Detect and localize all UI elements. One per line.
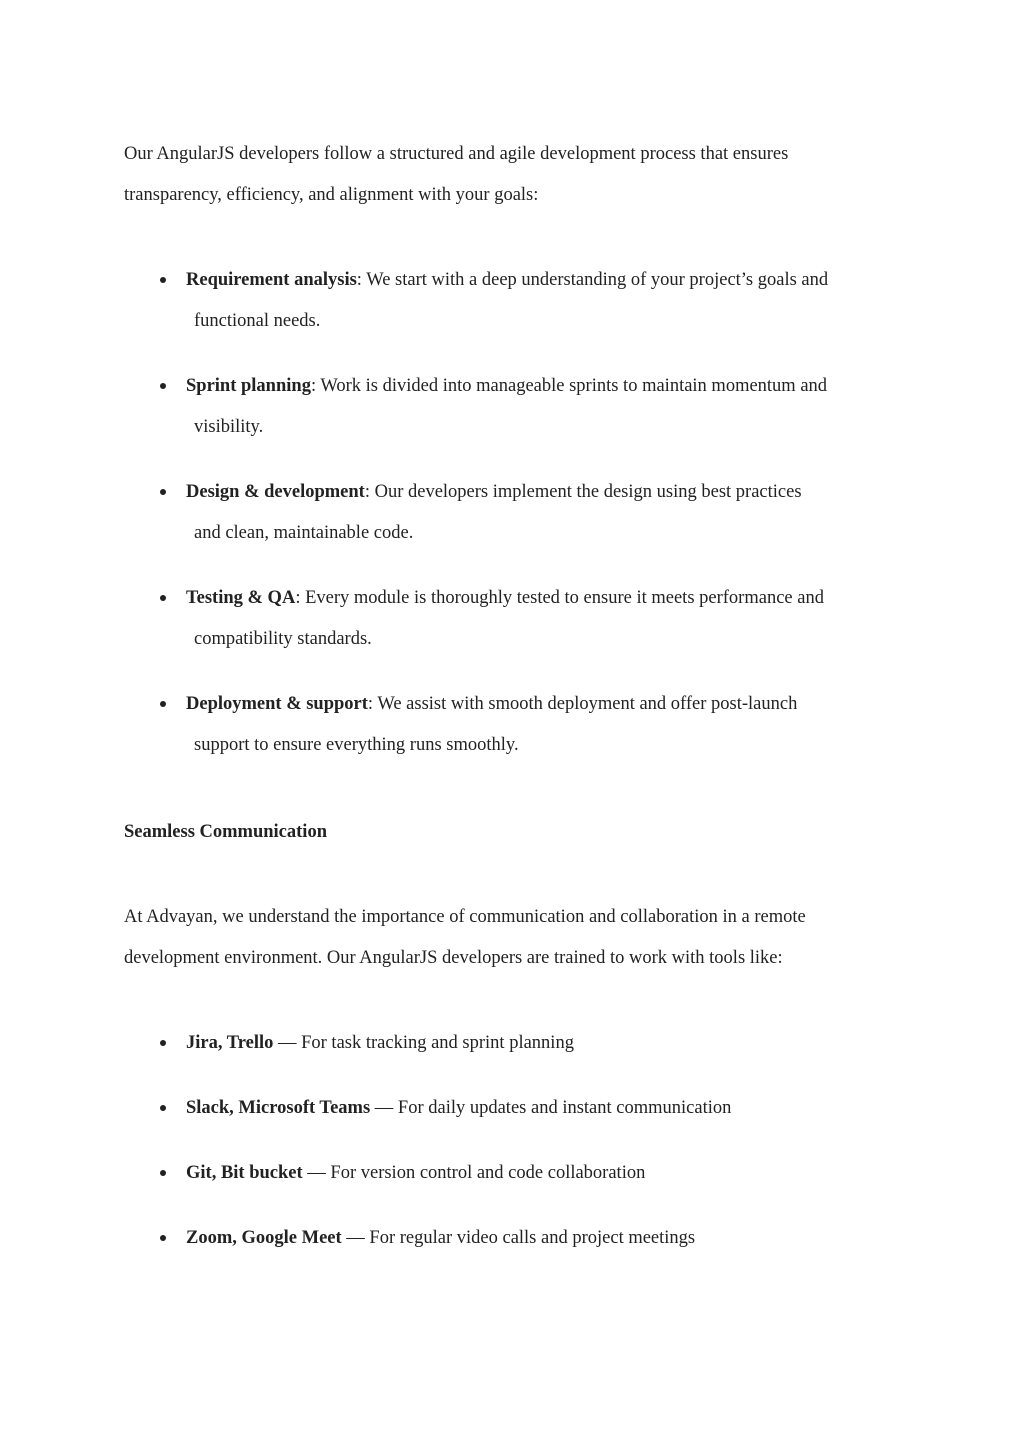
list-item-text: — For daily updates and instant communication [370, 1098, 732, 1118]
list-item-term: Zoom, Google Meet [186, 1228, 342, 1248]
intro-line-2: transparency, efficiency, and alignment with your goals: [124, 185, 539, 205]
list-item-first-line [186, 1218, 695, 1259]
communication-line-2: development environment. Our AngularJS developers are trained to work with tools like: [124, 948, 783, 968]
list-item-term: Jira, Trello [186, 1033, 274, 1053]
list-item-text: : Every module is thoroughly tested to ensure it meets performance and [295, 588, 824, 608]
list-item-term: Deployment & support [186, 694, 368, 714]
list-item-term: Sprint planning [186, 376, 311, 396]
list-item-first-line [186, 472, 802, 513]
list-item-first-line [186, 1153, 645, 1194]
bullet-icon [160, 489, 166, 495]
list-item-term: Testing & QA [186, 588, 296, 608]
list-item-first-line [186, 684, 797, 725]
bullet-icon [160, 701, 166, 707]
list-item-continuation: visibility. [194, 417, 264, 437]
list-item-text: — For task tracking and sprint planning [273, 1033, 574, 1053]
list-item-text: : Our developers implement the design using best practices [364, 482, 802, 502]
bullet-icon [160, 1170, 166, 1176]
bullet-icon [160, 277, 166, 283]
list-item-term: Slack, Microsoft Teams [186, 1098, 371, 1118]
list-item-continuation: and clean, maintainable code. [194, 523, 414, 543]
list-item-first-line [186, 578, 824, 619]
bullet-icon [160, 1040, 166, 1046]
list-item-first-line [186, 1088, 731, 1129]
list-item-continuation: functional needs. [194, 311, 321, 331]
list-item-continuation: support to ensure everything runs smoothly. [194, 735, 519, 755]
list-item-text: — For regular video calls and project meetings [341, 1228, 696, 1248]
bullet-icon [160, 1105, 166, 1111]
list-item-continuation: compatibility standards. [194, 629, 372, 649]
bullet-icon [160, 595, 166, 601]
list-item-first-line [186, 366, 827, 407]
communication-line-1: At Advayan, we understand the importance of communication and collaboration in a remote [124, 907, 806, 927]
list-item-text: — For version control and code collaboration [302, 1163, 646, 1183]
list-item-text: : We assist with smooth deployment and offer post-launch [367, 694, 798, 714]
list-item-first-line [186, 260, 828, 301]
list-item-term: Design & development [186, 482, 365, 502]
list-item-first-line [186, 1023, 574, 1064]
intro-paragraph [124, 134, 914, 216]
list-item-term: Requirement analysis [186, 270, 357, 290]
list-item-text: : We start with a deep understanding of your project’s goals and [356, 270, 829, 290]
bullet-icon [160, 383, 166, 389]
section-heading: Seamless Communication [124, 822, 327, 842]
bullet-icon [160, 1235, 166, 1241]
list-item-term: Git, Bit bucket [186, 1163, 303, 1183]
intro-line-1: Our AngularJS developers follow a structured and agile development process that ensures [124, 144, 789, 164]
communication-paragraph [124, 897, 914, 979]
list-item-text: : Work is divided into manageable sprints to maintain momentum and [310, 376, 828, 396]
